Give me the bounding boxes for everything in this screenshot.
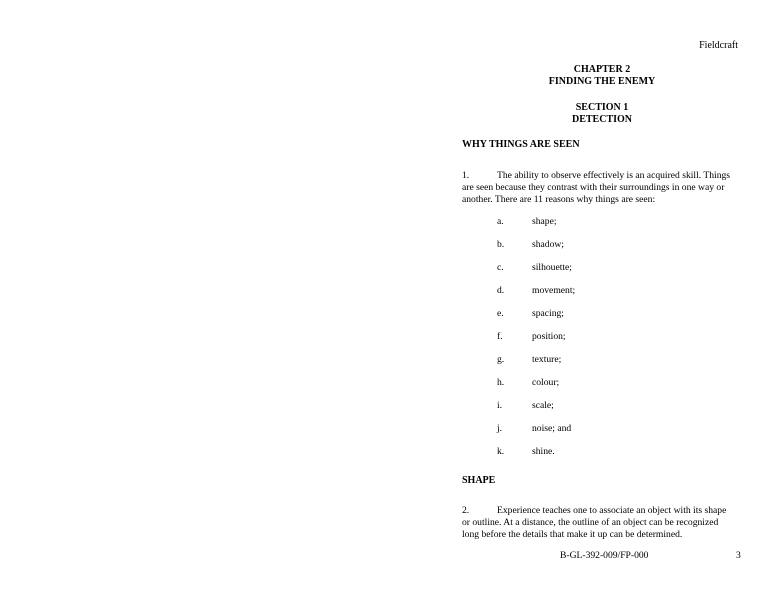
- paragraph-line: long before the details that make it up can be determined.: [462, 528, 683, 540]
- list-item: [497, 331, 566, 342]
- list-text: silhouette;: [532, 262, 572, 273]
- list-letter: i.: [497, 400, 503, 411]
- list-text: movement;: [532, 285, 576, 296]
- chapter-name: FINDING THE ENEMY: [548, 76, 656, 87]
- list-letter: e.: [497, 308, 504, 319]
- paragraph-line: are seen because they contrast with their surroundings in one way or: [462, 181, 725, 193]
- list-item: [497, 354, 561, 365]
- list-item: [497, 216, 557, 227]
- paragraph-1: [462, 170, 744, 205]
- chapter-number: CHAPTER 2: [573, 64, 631, 75]
- section-name: DETECTION: [571, 114, 632, 125]
- list-item: [497, 423, 571, 434]
- paragraph-2: [462, 505, 744, 540]
- list-letter: j.: [497, 423, 503, 434]
- list-item: [497, 446, 555, 457]
- list-text: texture;: [532, 354, 562, 365]
- chapter-title: [462, 64, 742, 88]
- list-letter: h.: [497, 377, 505, 388]
- paragraph-line: or outline. At a distance, the outline of an object can be recognized: [462, 516, 719, 528]
- paragraph-number: 2.: [462, 505, 470, 516]
- list-letter: f.: [497, 331, 503, 342]
- list-letter: g.: [497, 354, 505, 365]
- list-text: scale;: [532, 400, 554, 411]
- list-letter: k.: [497, 446, 505, 457]
- list-text: position;: [532, 331, 566, 342]
- section-title: [462, 102, 742, 126]
- list-letter: a.: [497, 216, 504, 227]
- list-text: shape;: [532, 216, 557, 227]
- document-code: B-GL-392-009/FP-000: [560, 550, 649, 561]
- list-item: [497, 262, 572, 273]
- list-letter: d.: [497, 285, 505, 296]
- paragraph-line: The ability to observe effectively is an acquired skill. Things: [497, 170, 731, 181]
- running-header: Fieldcraft: [699, 40, 738, 51]
- heading-shape: SHAPE: [462, 475, 496, 486]
- list-item: [497, 377, 559, 388]
- list-text: shine.: [532, 446, 555, 457]
- list-item: [497, 308, 564, 319]
- list-letter: b.: [497, 239, 505, 250]
- list-item: [497, 400, 554, 411]
- list-item: [497, 285, 575, 296]
- list-text: spacing;: [532, 308, 564, 319]
- paragraph-line: another. There are 11 reasons why things are seen:: [462, 193, 656, 205]
- paragraph-number: 1.: [462, 170, 470, 181]
- section-number: SECTION 1: [575, 102, 629, 113]
- page-number: 3: [736, 550, 741, 561]
- list-item: [497, 239, 564, 250]
- list-text: shadow;: [532, 239, 564, 250]
- heading-why-things-are-seen: WHY THINGS ARE SEEN: [462, 139, 580, 150]
- list-letter: c.: [497, 262, 504, 273]
- list-text: colour;: [532, 377, 560, 388]
- list-text: noise; and: [532, 423, 572, 434]
- paragraph-line: Experience teaches one to associate an object with its shape: [497, 505, 727, 516]
